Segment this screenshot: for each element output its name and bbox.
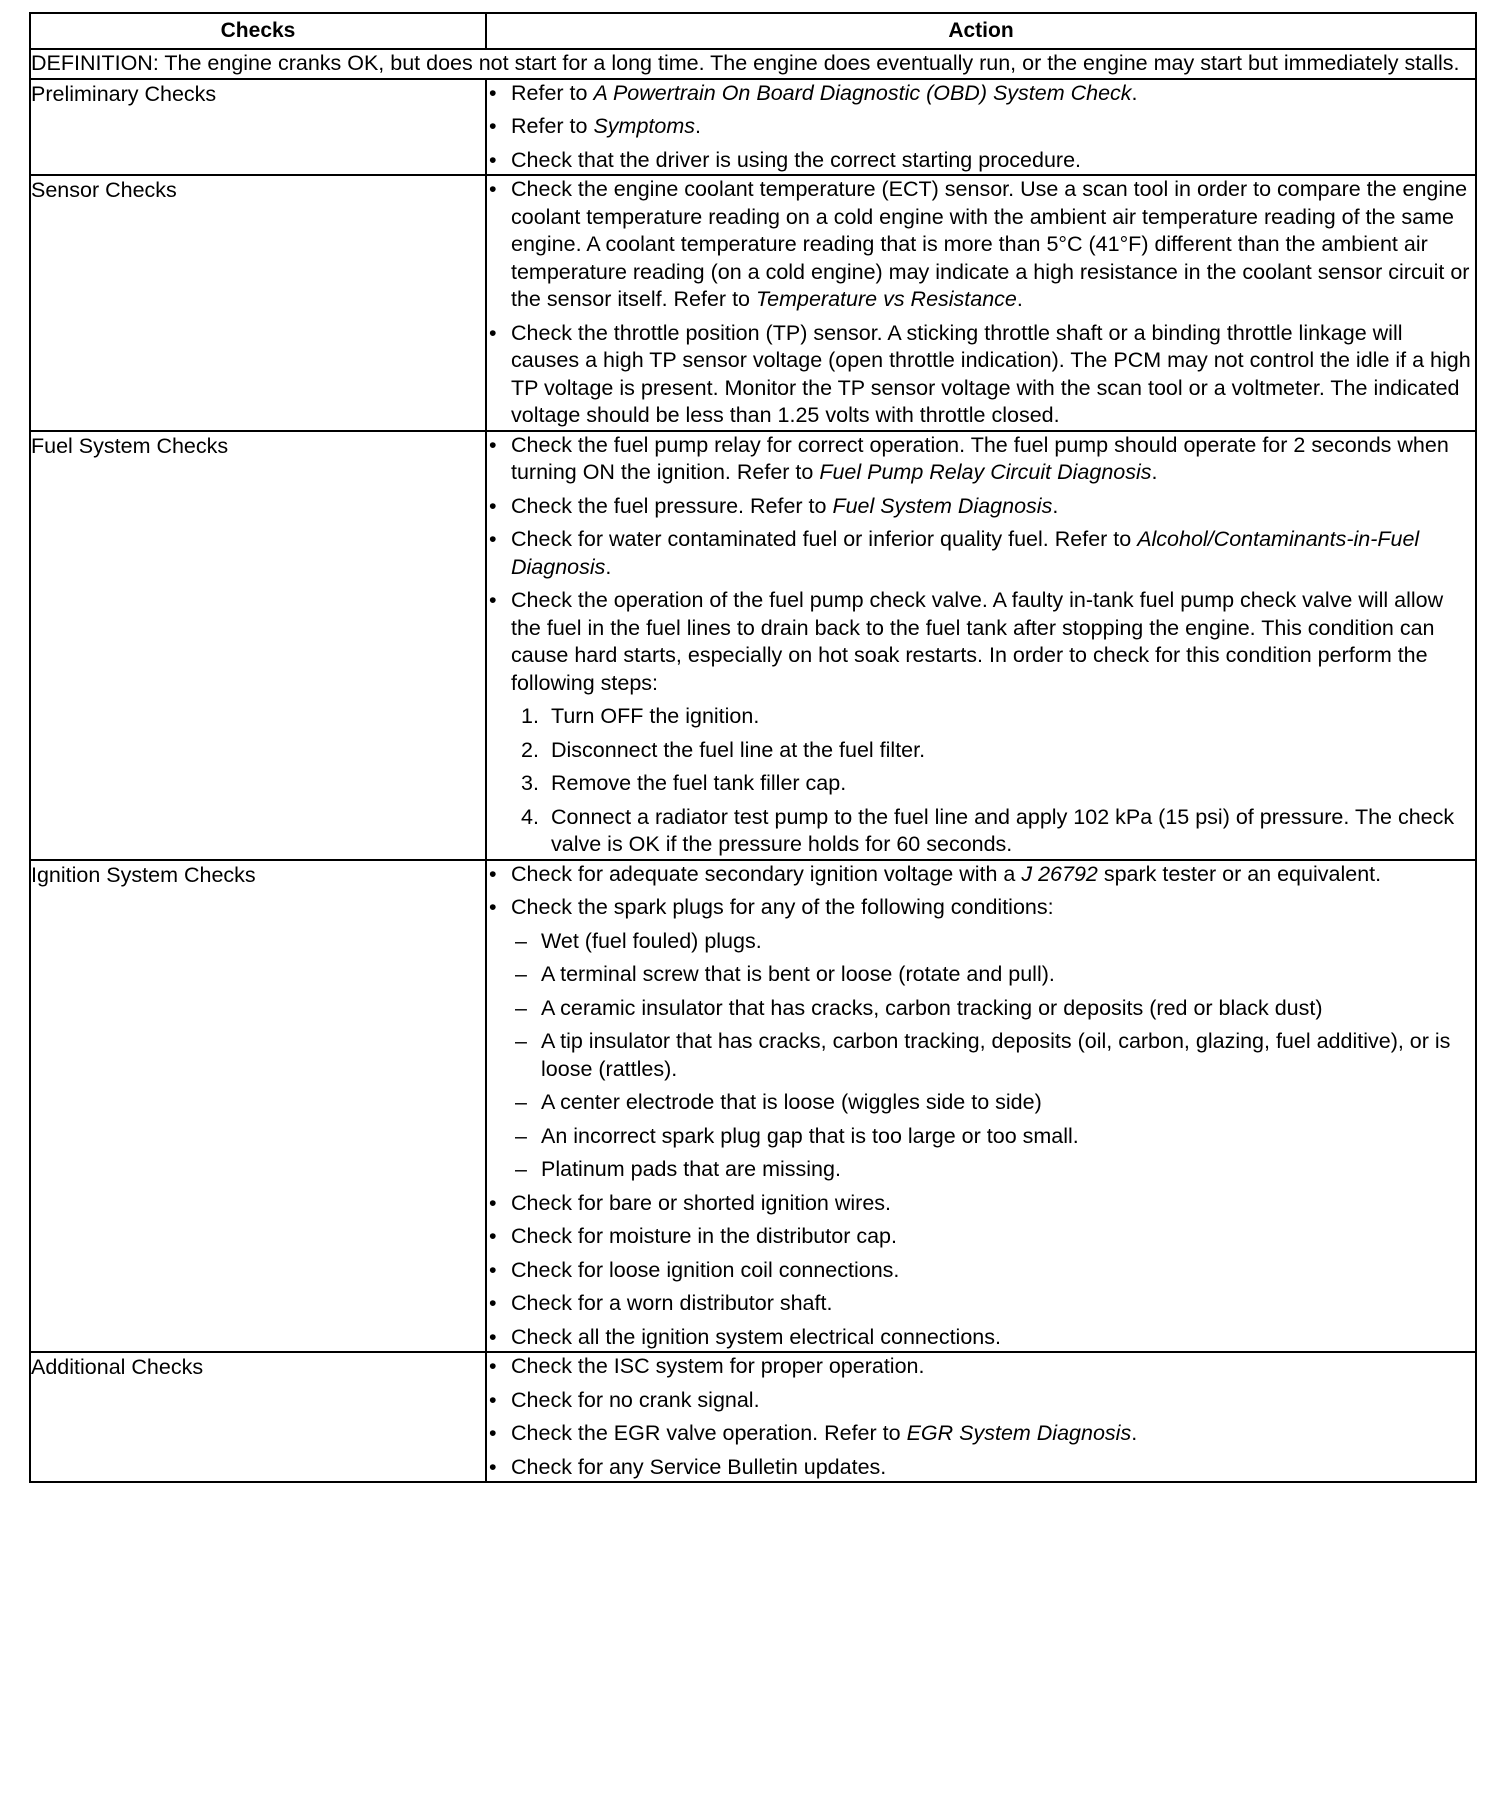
reference-link: Symptoms [593, 114, 696, 138]
action-text: Check the fuel pump relay for correct operation. The fuel pump should operate for 2 seconds when turning ON the ignition. Refer to [511, 432, 1449, 484]
definition-row [30, 49, 1476, 79]
action-item [487, 526, 1475, 581]
action-text: Check the ISC system for proper operation. [511, 1354, 925, 1378]
section-action-cell [486, 1352, 1476, 1482]
action-text: Check the EGR valve operation. Refer to [511, 1421, 907, 1445]
bullet-icon: • [489, 80, 497, 105]
action-item [487, 1190, 1475, 1218]
action-text: Check for no crank signal. [511, 1387, 760, 1412]
section-name: Sensor Checks [31, 178, 177, 202]
action-text: Refer to [511, 114, 594, 138]
action-text: Check that the driver is using the correct starting procedure. [511, 147, 1082, 172]
reference-link: A Powertrain On Board Diagnostic (OBD) System Check [593, 80, 1132, 105]
bullet-icon: • [489, 1387, 497, 1412]
action-text: Check for water contaminated fuel or inferior quality fuel. Refer to [511, 527, 1138, 551]
action-item [487, 493, 1475, 521]
action-text: Check for a worn distributor shaft. [511, 1291, 833, 1315]
action-item [487, 1387, 1475, 1415]
action-text: Check all the ignition system electrical connections. [511, 1324, 1001, 1349]
condition-text: An incorrect spark plug gap that is too large or too small. [541, 1123, 1079, 1148]
condition-text: A tip insulator that has cracks, carbon tracking, deposits (oil, carbon, glazing, fuel additive), or is loose (rattles). [541, 1029, 1451, 1081]
action-text-after: . [1151, 460, 1158, 484]
condition-list [513, 928, 1475, 1184]
condition-text: Platinum pads that are missing. [541, 1157, 841, 1181]
section-action-cell [486, 79, 1476, 176]
step-item [521, 804, 1475, 859]
bullet-icon: • [489, 527, 497, 551]
bullet-icon: • [489, 1454, 497, 1479]
numbered-steps [521, 703, 1475, 859]
section-action-cell [486, 175, 1476, 431]
section-name: Additional Checks [31, 1355, 204, 1379]
section-name-cell [30, 175, 486, 431]
action-item [487, 1257, 1475, 1285]
bullet-icon: • [489, 147, 497, 172]
condition-item [513, 1028, 1475, 1083]
dash-icon: – [515, 1029, 527, 1053]
action-text: Check for loose ignition coil connections. [511, 1257, 900, 1282]
reference-link: Temperature vs Resistance [755, 287, 1017, 311]
step-text: Remove the fuel tank filler cap. [551, 771, 847, 795]
section-name-cell [30, 431, 486, 860]
bullet-icon: • [489, 1354, 497, 1378]
bullet-icon: • [489, 432, 497, 457]
action-item [487, 320, 1475, 430]
action-text-after: . [1131, 80, 1138, 105]
section-name: Fuel System Checks [31, 433, 229, 458]
dash-icon: – [515, 1157, 527, 1181]
reference-link: Alcohol/Contaminants-in-Fuel Diagnosis [511, 527, 1420, 579]
step-number: 2. [521, 737, 539, 762]
section-name-cell [30, 1352, 486, 1482]
condition-item [513, 995, 1475, 1023]
header-checks: Checks [30, 13, 486, 49]
action-item [487, 176, 1475, 314]
bullet-icon: • [489, 114, 497, 138]
section-name-cell [30, 860, 486, 1353]
reference-link: Fuel System Diagnosis [832, 493, 1053, 518]
section-row-1 [30, 79, 1476, 176]
action-item [487, 1353, 1475, 1381]
section-name: Ignition System Checks [31, 862, 256, 887]
section-action-cell [486, 860, 1476, 1353]
action-text: Check for adequate secondary ignition voltage with a [511, 861, 1022, 886]
bullet-icon: • [489, 861, 497, 886]
condition-text: A terminal screw that is bent or loose (rotate and pull). [541, 962, 1055, 986]
condition-item [513, 1089, 1475, 1117]
action-item [487, 894, 1475, 1184]
bullet-icon: • [489, 177, 497, 201]
reference-link: Fuel Pump Relay Circuit Diagnosis [819, 460, 1152, 484]
condition-item [513, 928, 1475, 956]
action-text-after: . [1052, 493, 1059, 518]
section-row-2 [30, 175, 1476, 431]
step-text: Connect a radiator test pump to the fuel line and apply 102 kPa (15 psi) of pressure. The check valve is OK if the pressure holds for 60 seconds. [551, 804, 1455, 856]
condition-text: A center electrode that is loose (wiggles side to side) [541, 1090, 1042, 1114]
reference-link: EGR System Diagnosis [906, 1421, 1132, 1445]
dash-icon: – [515, 995, 527, 1020]
diagnostic-table [29, 12, 1477, 1483]
bullet-icon: • [489, 1291, 497, 1315]
action-item [487, 147, 1475, 175]
section-row-4 [30, 860, 1476, 1353]
dash-icon: – [515, 928, 527, 953]
action-text-after: . [695, 114, 701, 138]
action-text: Check the fuel pressure. Refer to [511, 493, 833, 518]
action-text-after: spark tester or an equivalent. [1097, 861, 1382, 886]
bullet-icon: • [489, 1190, 497, 1215]
section-name: Preliminary Checks [31, 81, 217, 106]
condition-text: Wet (fuel fouled) plugs. [541, 928, 762, 953]
diagnostic-table-container [29, 12, 1475, 1483]
action-item [487, 1324, 1475, 1352]
step-item [521, 770, 1475, 798]
action-item [487, 113, 1475, 141]
action-text: Check the operation of the fuel pump check valve. A faulty in-tank fuel pump check valve will allow the fuel in the fuel lines to drain back to the fuel tank after stopping the engine. This condition can cause hard starts, especially on hot soak restarts. In order to check for this condition perform the following steps: [511, 588, 1444, 695]
bullet-icon: • [489, 588, 497, 612]
action-text: Refer to [511, 80, 594, 105]
bullet-icon: • [489, 493, 497, 518]
section-row-3 [30, 431, 1476, 860]
section-row-5 [30, 1352, 1476, 1482]
bullet-icon: • [489, 1421, 497, 1445]
bullet-icon: • [489, 1324, 497, 1349]
step-item [521, 737, 1475, 765]
action-text-after: . [1016, 287, 1023, 311]
bullet-icon: • [489, 895, 497, 919]
table-body [30, 49, 1476, 1482]
condition-text: A ceramic insulator that has cracks, carbon tracking or deposits (red or black dust) [541, 995, 1323, 1020]
action-item [487, 80, 1475, 108]
action-text: Check for moisture in the distributor cap. [511, 1224, 897, 1248]
dash-icon: – [515, 1123, 527, 1148]
bullet-icon: • [489, 1257, 497, 1282]
bullet-icon: • [489, 1224, 497, 1248]
reference-link: J 26792 [1021, 861, 1098, 886]
step-number: 4. [521, 804, 539, 829]
action-item [487, 587, 1475, 859]
action-text-after: . [605, 554, 612, 579]
step-number: 1. [521, 704, 539, 728]
definition-text: DEFINITION: The engine cranks OK, but does not start for a long time. The engine does eventually run, or the engine may start but immediately stalls. [30, 49, 1476, 79]
action-text: Check for bare or shorted ignition wires. [511, 1190, 892, 1215]
section-name-cell [30, 79, 486, 176]
dash-icon: – [515, 1090, 527, 1114]
action-item [487, 1290, 1475, 1318]
step-text: Turn OFF the ignition. [551, 704, 760, 728]
action-item [487, 1223, 1475, 1251]
section-action-cell [486, 431, 1476, 860]
action-item [487, 1454, 1475, 1482]
step-number: 3. [521, 771, 539, 795]
header-row [30, 13, 1476, 49]
action-text: Check the throttle position (TP) sensor. A sticking throttle shaft or a binding throttle linkage will causes a high TP sensor voltage (open throttle indication). The PCM may not control the idle if a high TP voltage is present. Monitor the TP sensor voltage with the scan tool or a voltmeter. The indicated voltage should be less than 1.25 volts with throttle closed. [511, 320, 1471, 427]
condition-item [513, 1123, 1475, 1151]
condition-item [513, 1156, 1475, 1184]
action-text-after: . [1131, 1421, 1138, 1445]
action-text: Check the spark plugs for any of the following conditions: [511, 895, 1054, 919]
action-text: Check the engine coolant temperature (ECT) sensor. Use a scan tool in order to compare the engine coolant temperature reading on a cold engine with the ambient air temperature reading of the same engine. A coolant temperature reading that is more than 5°C (41°F) different than the ambient air temperature reading (on a cold engine) may indicate a high resistance in the coolant sensor circuit or the sensor itself. Refer to [511, 177, 1470, 311]
dash-icon: – [515, 962, 527, 986]
action-item [487, 861, 1475, 889]
action-item [487, 432, 1475, 487]
action-text: Check for any Service Bulletin updates. [511, 1454, 887, 1479]
step-item [521, 703, 1475, 731]
condition-item [513, 961, 1475, 989]
step-text: Disconnect the fuel line at the fuel filter. [551, 737, 926, 762]
header-action: Action [486, 13, 1476, 49]
bullet-icon: • [489, 320, 497, 345]
action-item [487, 1420, 1475, 1448]
